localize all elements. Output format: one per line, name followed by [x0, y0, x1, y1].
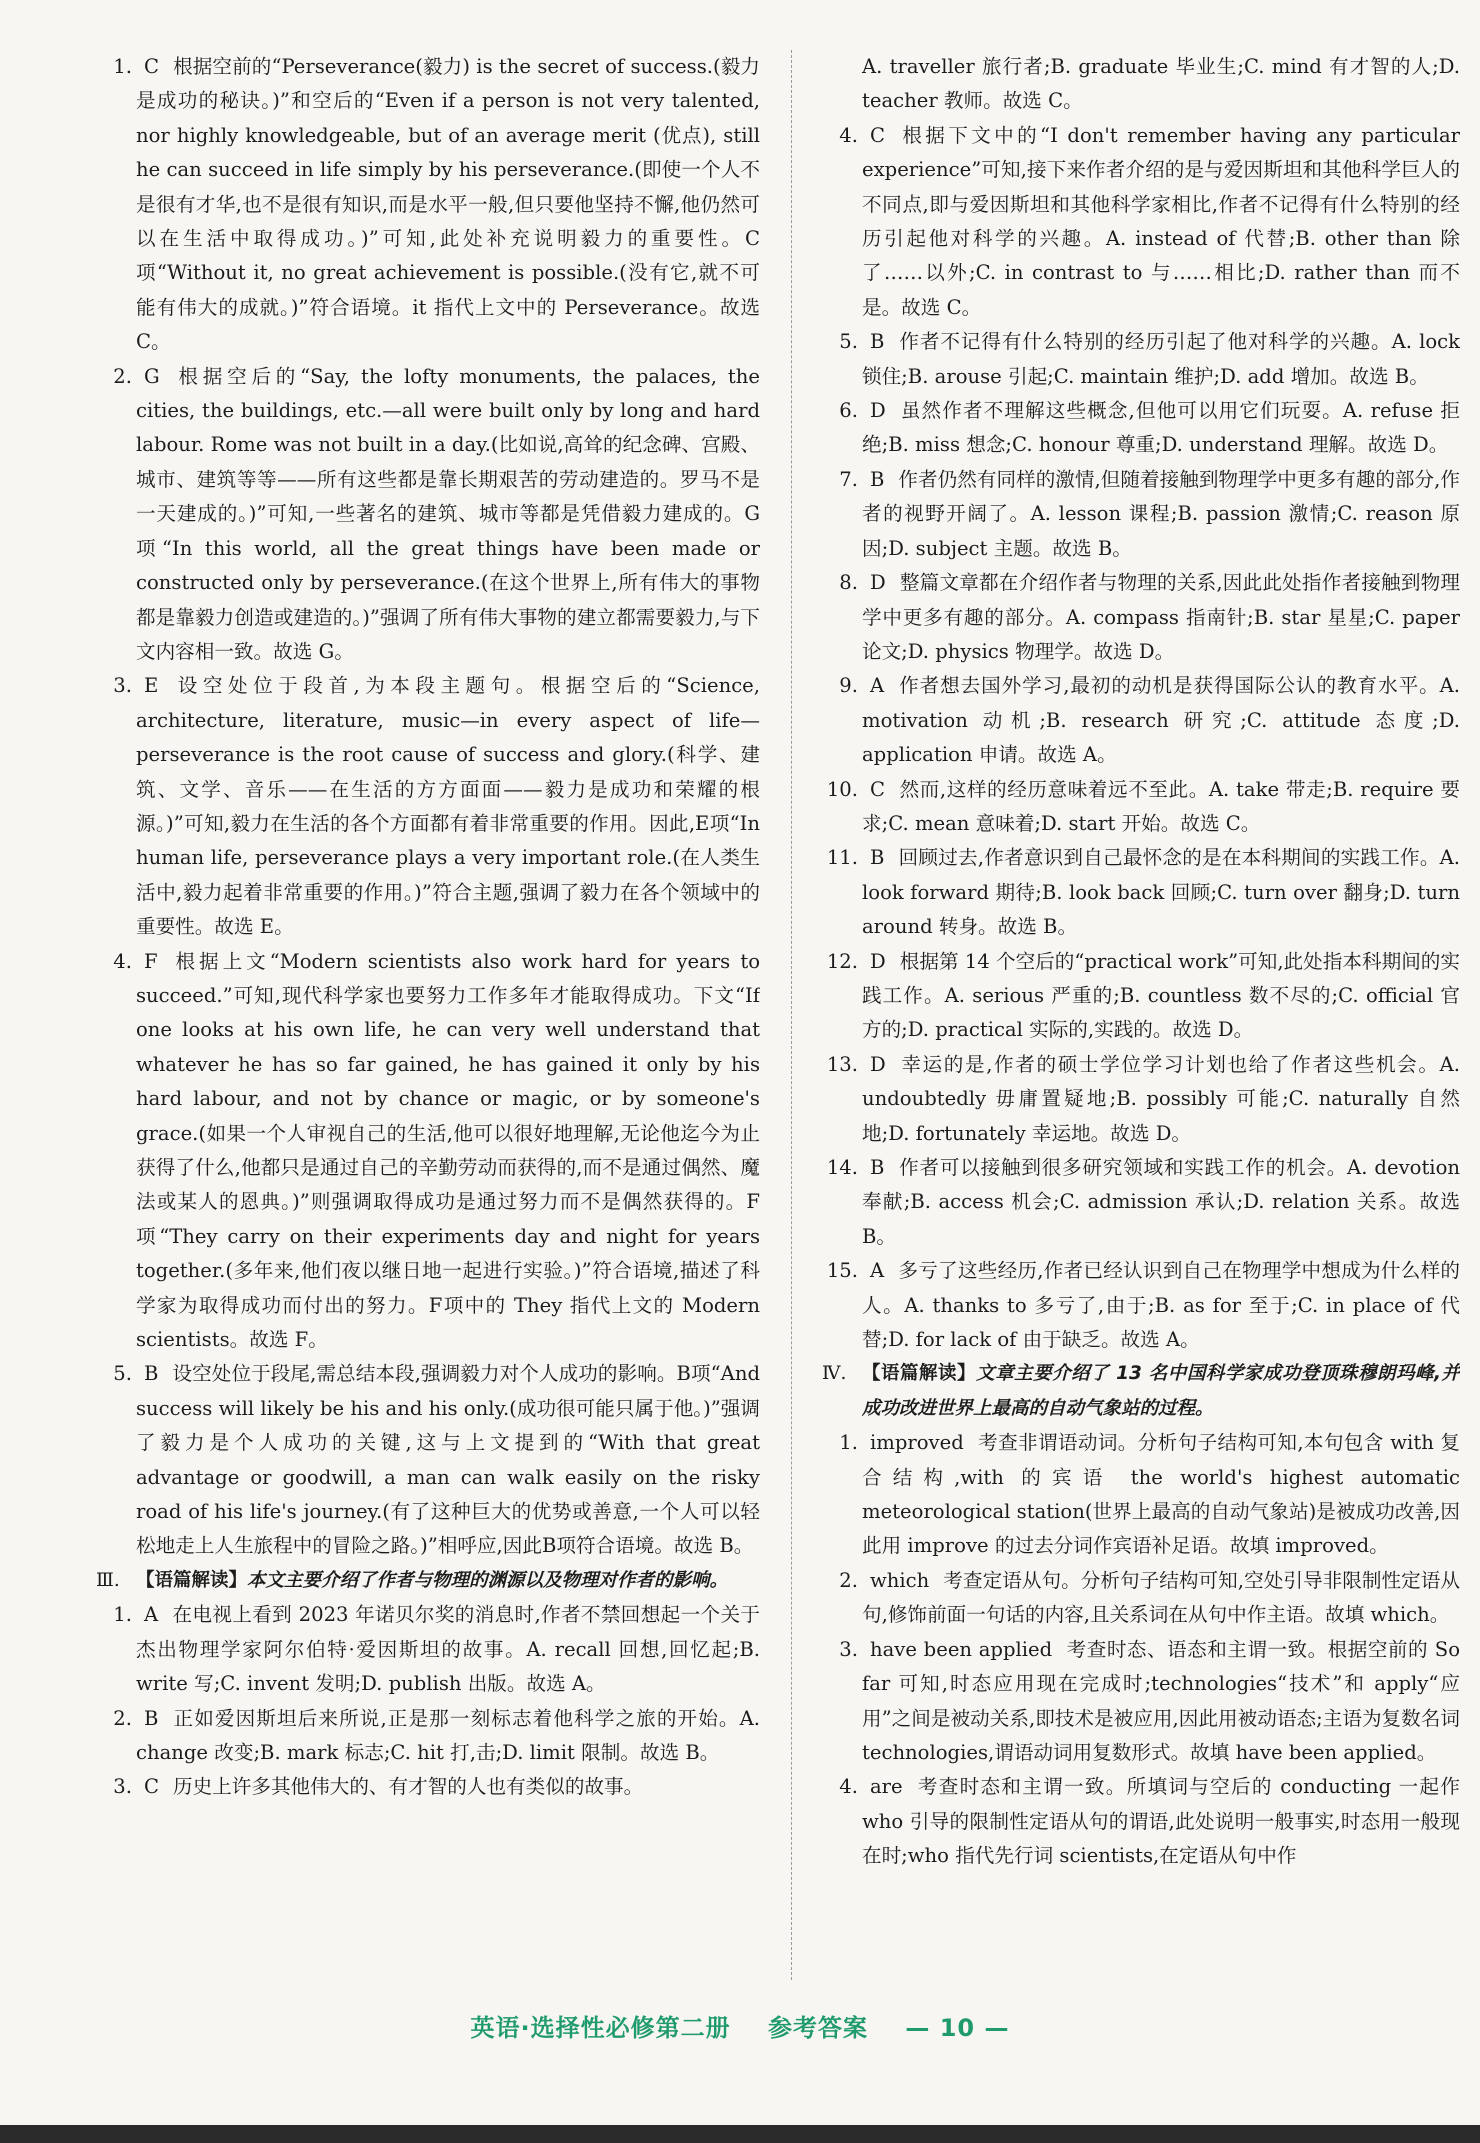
- section-text: 本文主要介绍了作者与物理的渊源以及物理对作者的影响。: [247, 1569, 729, 1591]
- section-text: 文章主要介绍了 13 名中国科学家成功登顶珠穆朗玛峰,并成功改进世界上最高的自动气象站的过程。: [862, 1363, 1460, 1419]
- explanation-text: 正如爱因斯坦后来所说,正是那一刻标志着他科学之旅的开始。A. change 改变;B. mark 标志;C. hit 打,击;D. limit 限制。故选 B。: [136, 1706, 760, 1764]
- explanation-text: 设空处位于段首,为本段主题句。根据空后的“Science, architecture, literature, music—in every aspect of life—perseverance is the root cause of success and glory.(科学、建筑、文学、音乐——在生活的方方面面——毅力是成功和荣耀的根源。)”可知,毅力在生活的各个方面都有着非常重要的作用。因此,E项“In human life, perseverance plays a very important role.(在人类生活中,毅力起着非常重要的作用。)”符合主题,强调了毅力在各个领域中的重要性。故选 E。: [136, 674, 760, 939]
- item-number: 2.: [839, 1568, 858, 1592]
- explanation-text: 幸运的是,作者的硕士学位学习计划也给了作者这些机会。A. undoubtedly 毋庸置疑地;B. possibly 可能;C. naturally 自然地;D. fortunately 幸运地。故选 D。: [862, 1052, 1460, 1145]
- answer-item: [822, 669, 1460, 772]
- answer-item: [96, 360, 760, 670]
- answer-key: G: [144, 364, 160, 388]
- item-number: 8.: [839, 571, 858, 595]
- page-number: — 10 —: [905, 2014, 1010, 2042]
- explanation-text: 考查定语从句。分析句子结构可知,空处引导非限制性定语从句,修饰前面一句话的内容,且关系词在从句中作主语。故填 which。: [862, 1568, 1460, 1627]
- item-number: 5.: [839, 330, 858, 354]
- section-number: Ⅲ.: [96, 1569, 120, 1591]
- answer-key: A: [870, 1259, 885, 1283]
- section-number: Ⅳ.: [822, 1363, 847, 1385]
- answer-key: F: [144, 949, 158, 973]
- answer-item: [822, 1426, 1460, 1564]
- item-number: 1.: [113, 55, 132, 78]
- answer-key: C: [870, 777, 885, 801]
- answer-item: [96, 945, 760, 1358]
- explanation-text: 作者想去国外学习,最初的动机是获得国际公认的教育水平。A. motivation 动机;B. research 研究;C. attitude 态度;D. application 申请。故选 A。: [862, 674, 1460, 767]
- answer-key: are: [870, 1775, 903, 1799]
- explanation-text: 考查时态和主谓一致。所填词与空后的 conducting 一起作 who 引导的限制性定语从句的谓语,此处说明一般事实,时态用一般现在时;who 指代先行词 scientists,在定语从句中作: [862, 1775, 1460, 1868]
- explanation-text: 设空处位于段尾,需总结本段,强调毅力对个人成功的影响。B项“And success will likely be his and his only.(成功很可能只属于他。)”强调了毅力是个人成功的关键,这与上文提到的“With that great advantage or goodwill, a man can walk easily on the risky road of his life's journey.(有了这种巨大的优势或善意,一个人可以轻松地走上人生旅程中的冒险之路。)”相呼应,因此B项符合语境。故选 B。: [136, 1362, 760, 1558]
- section-iii-answers-continued: [822, 119, 1460, 1358]
- answer-item: [822, 945, 1460, 1048]
- answer-key: B: [870, 467, 885, 491]
- section-tag: 【语篇解读】: [136, 1569, 248, 1591]
- item-number: 2.: [113, 1706, 132, 1730]
- answer-key: improved: [870, 1431, 964, 1455]
- section-iv-summary: [822, 1357, 1460, 1426]
- item-number: 15.: [826, 1259, 858, 1283]
- answer-key: D: [870, 1052, 886, 1076]
- item-number: 13.: [826, 1052, 858, 1076]
- answer-item: [822, 119, 1460, 325]
- answer-item: [822, 1564, 1460, 1633]
- answer-key: B: [144, 1706, 159, 1730]
- footer-label: 参考答案: [768, 2014, 868, 2042]
- answer-item: [96, 1702, 760, 1771]
- item-number: 11.: [826, 846, 858, 870]
- answer-item: [822, 1151, 1460, 1254]
- answer-key: D: [870, 571, 886, 595]
- answer-key: A: [870, 674, 885, 698]
- continued-item: A. traveller 旅行者;B. graduate 毕业生;C. mind 有才智的人;D. teacher 教师。故选 C。: [862, 55, 1460, 113]
- answer-item: [822, 773, 1460, 842]
- item-number: 4.: [839, 1775, 858, 1799]
- answer-item: [822, 566, 1460, 669]
- item-number: 4.: [113, 949, 132, 973]
- answer-item: [822, 1048, 1460, 1151]
- answer-key: B: [870, 1156, 885, 1179]
- item-number: 12.: [826, 949, 858, 973]
- item-number: 2.: [113, 364, 132, 388]
- explanation-text: 虽然作者不理解这些概念,但他可以用它们玩耍。A. refuse 拒绝;B. miss 想念;C. honour 尊重;D. understand 理解。故选 D。: [862, 399, 1460, 457]
- answer-key: A: [144, 1603, 159, 1627]
- item-number: 6.: [839, 399, 858, 423]
- item-number: 10.: [826, 777, 858, 801]
- answer-item: [96, 1357, 760, 1563]
- item-number: 3.: [113, 1775, 132, 1799]
- section-iii-answers: [96, 1598, 760, 1804]
- answer-key: B: [870, 846, 885, 870]
- section-iv-answers: [822, 1426, 1460, 1873]
- item-number: 14.: [826, 1156, 858, 1179]
- explanation-text: 考查时态、语态和主谓一致。根据空前的 So far 可知,时态应用现在完成时;technologies“技术”和 apply“应用”之间是被动关系,即技术是被应用,因此用被动语态;主语为复数名词 technologies,谓语动词用复数形式。故填 have been applied。: [862, 1637, 1460, 1764]
- item-number: 1.: [113, 1603, 132, 1627]
- answer-key: B: [144, 1362, 159, 1386]
- answer-item: [822, 325, 1460, 394]
- answer-item: [822, 841, 1460, 944]
- explanation-text: 历史上许多其他伟大的、有才智的人也有类似的故事。: [173, 1775, 644, 1799]
- answer-item: [822, 1254, 1460, 1357]
- answer-key: B: [870, 330, 885, 354]
- explanation-text: 作者仍然有同样的激情,但随着接触到物理学中更多有趣的部分,作者的视野开阔了。A. lesson 课程;B. passion 激情;C. reason 原因;D. subject 主题。故选 B。: [862, 467, 1460, 560]
- section-iii-summary: [96, 1564, 760, 1598]
- explanation-text: 根据上文“Modern scientists also work hard for years to succeed.”可知,现代科学家也要努力工作多年才能取得成功。下文“If one looks at his own life, he can very well understand that whatever he has so far gained, he has gained it only by his hard labour, and not by chance or magic, or by someone's grace.(如果一个人审视自己的生活,他可以很好地理解,无论他迄今为止获得了什么,他都只是通过自己的辛勤劳动而获得的,而不是通过偶然、魔法或某人的恩典。)”则强调取得成功是通过努力而不是偶然获得的。F项“They carry on their experiments day and night for years together.(多年来,他们夜以继日地一起进行实验。)”符合语境,描述了科学家为取得成功而付出的努力。F项中的 They 指代上文的 Modern scientists。故选 F。: [136, 949, 760, 1352]
- answer-key: D: [870, 399, 886, 423]
- explanation-text: 在电视上看到 2023 年诺贝尔奖的消息时,作者不禁回想起一个关于杰出物理学家阿尔伯特·爱因斯坦的故事。A. recall 回想,回忆起;B. write 写;C. invent 发明;D. publish 出版。故选 A。: [136, 1603, 760, 1696]
- column-divider: [791, 50, 793, 1980]
- item-number: 3.: [113, 674, 132, 698]
- section-tag: 【语篇解读】: [862, 1363, 977, 1385]
- item-number: 5.: [113, 1362, 132, 1386]
- explanation-text: 作者可以接触到很多研究领域和实践工作的机会。A. devotion 奉献;B. access 机会;C. admission 承认;D. relation 关系。故选 B。: [862, 1156, 1460, 1248]
- item-number: 4.: [839, 123, 858, 147]
- explanation-text: 回顾过去,作者意识到自己最怀念的是在本科期间的实践工作。A. look forward 期待;B. look back 回顾;C. turn over 翻身;D. turn around 转身。故选 B。: [862, 846, 1460, 939]
- item-number: 1.: [839, 1431, 858, 1455]
- answer-key: C: [144, 55, 159, 78]
- item-number: 7.: [839, 467, 858, 491]
- scan-edge: [0, 2125, 1480, 2143]
- explanation-text: 根据第 14 个空后的“practical work”可知,此处指本科期间的实践工作。A. serious 严重的;B. countless 数不尽的;C. official 官方的;D. practical 实际的,实践的。故选 D。: [862, 949, 1460, 1042]
- answer-item: [96, 1598, 760, 1701]
- answer-item: [822, 394, 1460, 463]
- explanation-text: 多亏了这些经历,作者已经认识到自己在物理学中想成为什么样的人。A. thanks to 多亏了,由于;B. as for 至于;C. in place of 代替;D. for lack of 由于缺乏。故选 A。: [862, 1259, 1460, 1352]
- answer-key: which: [870, 1568, 930, 1592]
- answer-item: [822, 1633, 1460, 1771]
- answer-key: have been applied: [870, 1637, 1053, 1661]
- explanation-text: 然而,这样的经历意味着远不至此。A. take 带走;B. require 要求;C. mean 意味着;D. start 开始。故选 C。: [862, 777, 1460, 835]
- right-column: [822, 50, 1460, 1995]
- answer-item: [96, 1770, 760, 1804]
- answer-key: C: [870, 123, 885, 147]
- answer-item: [96, 669, 760, 944]
- answer-item: [822, 463, 1460, 566]
- left-column: [96, 50, 760, 1995]
- explanation-text: 整篇文章都在介绍作者与物理的关系,因此此处指作者接触到物理学中更多有趣的部分。A. compass 指南针;B. star 星星;C. paper 论文;D. physics 物理学。故选 D。: [862, 571, 1460, 663]
- item-number: 3.: [839, 1637, 858, 1661]
- answer-item: [96, 50, 760, 360]
- explanation-text: 根据下文中的“I don't remember having any particular experience”可知,接下来作者介绍的是与爱因斯坦和其他科学巨人的不同点,即与爱因斯坦和其他科学家相比,作者不记得有什么特别的经历引起他对科学的兴趣。A. instead of 代替;B. other than 除了……以外;C. in contrast to 与……相比;D. rather than 而不是。故选 C。: [862, 123, 1460, 319]
- explanation-text: 根据空后的“Say, the lofty monuments, the palaces, the cities, the buildings, etc.—all were built only by long and hard labour. Rome was not built in a day.(比如说,高耸的纪念碑、宫殿、城市、建筑等等——所有这些都是靠长期艰苦的劳动建造的。罗马不是一天建成的。)”可知,一些著名的建筑、城市等都是凭借毅力建成的。G项“In this world, all the great things have been made or constructed only by perseverance.(在这个世界上,所有伟大的事物都是靠毅力创造或建造的。)”强调了所有伟大事物的建立都需要毅力,与下文内容相一致。故选 G。: [136, 364, 760, 663]
- explanation-text: 根据空前的“Perseverance(毅力) is the secret of success.(毅力是成功的秘诀。)”和空后的“Even if a person is not very talented, nor highly knowledgeable, but of an average merit (优点), still he can succeed in life simply by his perseverance.(即使一个人不是很有才华,也不是很有知识,而是水平一般,但只要他坚持不懈,他仍然可以在生活中取得成功。)”可知,此处补充说明毅力的重要性。C项“Without it, no great achievement is possible.(没有它,就不可能有伟大的成就。)”符合语境。it 指代上文中的 Perseverance。故选 C。: [136, 55, 760, 354]
- answer-key: E: [144, 674, 159, 698]
- item-number: 9.: [839, 674, 858, 698]
- page-footer: [0, 2008, 1480, 2043]
- answer-key: D: [870, 949, 886, 973]
- explanation-text: 考查非谓语动词。分析句子结构可知,本句包含 with 复合结构,with 的宾语 the world's highest automatic meteorological station(世界上最高的自动气象站)是被成功改善,因此用 improve 的过去分词作宾语补足语。故填 improved。: [862, 1431, 1460, 1558]
- section-ii-answers: [96, 50, 760, 1564]
- explanation-text: 作者不记得有什么特别的经历引起了他对科学的兴趣。A. lock 锁住;B. arouse 引起;C. maintain 维护;D. add 增加。故选 B。: [862, 330, 1460, 388]
- footer-subject: 英语·选择性必修第二册: [470, 2014, 731, 2042]
- answer-item: [822, 1770, 1460, 1873]
- answer-key: C: [144, 1775, 159, 1799]
